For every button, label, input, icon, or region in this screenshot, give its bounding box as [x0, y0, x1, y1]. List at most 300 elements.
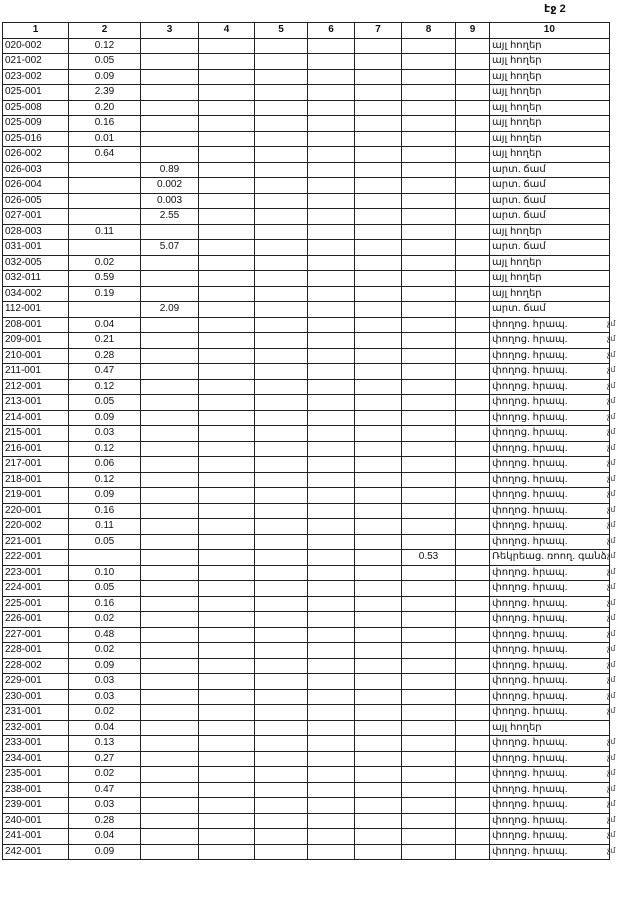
cell-col-4	[199, 782, 255, 798]
area-col-3	[141, 596, 199, 612]
cell-col-4	[199, 116, 255, 132]
cell-col-7	[355, 767, 402, 783]
land-type: փողոց. հրապ.	[490, 581, 610, 597]
cell-col-4	[199, 255, 255, 271]
cell-col-4	[199, 844, 255, 860]
cell-col-9	[456, 736, 490, 752]
table-row	[3, 565, 610, 581]
column-header-5: 5	[255, 23, 308, 39]
area-col-2: 0.19	[69, 286, 141, 302]
cell-col-7	[355, 844, 402, 860]
cell-col-9	[456, 147, 490, 163]
cell-col-7	[355, 116, 402, 132]
land-type: Ռեկրեաց. ռոող. գանձ	[490, 550, 610, 566]
parcel-code: 240-001	[3, 813, 69, 829]
cell-col-5	[255, 550, 308, 566]
cell-col-6	[308, 302, 355, 318]
cell-col-7	[355, 488, 402, 504]
cell-col-5	[255, 612, 308, 628]
cell-col-4	[199, 829, 255, 845]
table-row	[3, 100, 610, 116]
cell-col-7	[355, 503, 402, 519]
cell-col-6	[308, 581, 355, 597]
area-col-3	[141, 519, 199, 535]
cell-col-9	[456, 379, 490, 395]
cell-col-4	[199, 550, 255, 566]
cell-col-4	[199, 271, 255, 287]
area-col-3	[141, 38, 199, 54]
land-type: փողոց. հրապ.	[490, 472, 610, 488]
area-col-2: 0.03	[69, 689, 141, 705]
cell-col-9	[456, 457, 490, 473]
area-col-3	[141, 131, 199, 147]
cell-col-7	[355, 162, 402, 178]
land-type: արտ. ճամ	[490, 178, 610, 194]
cell-col-5	[255, 193, 308, 209]
cell-col-5	[255, 705, 308, 721]
cell-col-9	[456, 488, 490, 504]
table-row	[3, 178, 610, 194]
cell-col-6	[308, 736, 355, 752]
cell-col-6	[308, 240, 355, 256]
cell-col-5	[255, 54, 308, 70]
area-col-2: 0.64	[69, 147, 141, 163]
cell-col-7	[355, 302, 402, 318]
table-row	[3, 364, 610, 380]
land-type: այլ հողեր	[490, 38, 610, 54]
cell-col-4	[199, 333, 255, 349]
area-col-8	[402, 643, 456, 659]
cell-col-5	[255, 503, 308, 519]
cell-col-9	[456, 813, 490, 829]
table-row	[3, 116, 610, 132]
area-col-2: 0.12	[69, 38, 141, 54]
area-col-3	[141, 147, 199, 163]
column-header-8: 8	[402, 23, 456, 39]
table-row	[3, 844, 610, 860]
column-header-3: 3	[141, 23, 199, 39]
cell-col-9	[456, 286, 490, 302]
cell-col-9	[456, 100, 490, 116]
land-type: փողոց. հրապ.	[490, 612, 610, 628]
area-col-3: 2.09	[141, 302, 199, 318]
cell-col-5	[255, 674, 308, 690]
cell-col-6	[308, 209, 355, 225]
cell-col-6	[308, 441, 355, 457]
cell-col-7	[355, 596, 402, 612]
area-col-8	[402, 705, 456, 721]
cell-col-5	[255, 302, 308, 318]
table-row	[3, 69, 610, 85]
parcel-code: 220-002	[3, 519, 69, 535]
cell-col-7	[355, 829, 402, 845]
cell-col-6	[308, 147, 355, 163]
table-row	[3, 317, 610, 333]
area-col-2: 0.16	[69, 596, 141, 612]
column-header-10: 10	[490, 23, 610, 39]
parcel-code: 028-003	[3, 224, 69, 240]
cell-col-4	[199, 178, 255, 194]
cell-col-9	[456, 612, 490, 628]
cell-col-5	[255, 147, 308, 163]
row-side-mark: չմ	[607, 675, 616, 684]
cell-col-5	[255, 286, 308, 302]
table-row	[3, 658, 610, 674]
cell-col-6	[308, 488, 355, 504]
land-type: այլ հողեր	[490, 147, 610, 163]
land-type: փողոց. հրապ.	[490, 767, 610, 783]
area-col-8	[402, 54, 456, 70]
row-side-mark: չմ	[607, 613, 616, 622]
area-col-8	[402, 426, 456, 442]
land-type: այլ հողեր	[490, 720, 610, 736]
area-col-2: 0.12	[69, 441, 141, 457]
area-col-3	[141, 674, 199, 690]
land-type: փողոց. հրապ.	[490, 596, 610, 612]
area-col-8	[402, 85, 456, 101]
area-col-2: 0.04	[69, 317, 141, 333]
cell-col-7	[355, 782, 402, 798]
area-col-8	[402, 193, 456, 209]
cell-col-9	[456, 209, 490, 225]
land-type: փողոց. հրապ.	[490, 627, 610, 643]
area-col-8	[402, 844, 456, 860]
table-row	[3, 38, 610, 54]
cell-col-9	[456, 224, 490, 240]
table-row	[3, 472, 610, 488]
table-row	[3, 705, 610, 721]
cell-col-9	[456, 519, 490, 535]
area-col-3	[141, 767, 199, 783]
cell-col-7	[355, 193, 402, 209]
area-col-2: 0.03	[69, 426, 141, 442]
cell-col-6	[308, 85, 355, 101]
cell-col-6	[308, 689, 355, 705]
area-col-2	[69, 240, 141, 256]
cell-col-6	[308, 503, 355, 519]
area-col-3	[141, 751, 199, 767]
table-row	[3, 410, 610, 426]
land-type: փողոց. հրապ.	[490, 534, 610, 550]
area-col-2: 0.48	[69, 627, 141, 643]
cell-col-5	[255, 829, 308, 845]
cell-col-5	[255, 131, 308, 147]
area-col-8	[402, 720, 456, 736]
cell-col-7	[355, 643, 402, 659]
table-row	[3, 333, 610, 349]
row-side-mark: չմ	[607, 768, 616, 777]
area-col-8	[402, 364, 456, 380]
cell-col-5	[255, 271, 308, 287]
parcel-code: 026-003	[3, 162, 69, 178]
cell-col-5	[255, 317, 308, 333]
parcel-code: 213-001	[3, 395, 69, 411]
cell-col-5	[255, 426, 308, 442]
cell-col-5	[255, 364, 308, 380]
area-col-2	[69, 162, 141, 178]
parcel-code: 027-001	[3, 209, 69, 225]
cell-col-9	[456, 767, 490, 783]
row-side-mark: չմ	[607, 784, 616, 793]
area-col-3	[141, 689, 199, 705]
cell-col-5	[255, 643, 308, 659]
area-col-3	[141, 503, 199, 519]
cell-col-6	[308, 798, 355, 814]
row-side-mark: չմ	[607, 846, 616, 855]
area-col-8	[402, 581, 456, 597]
parcel-code: 238-001	[3, 782, 69, 798]
area-col-3: 0.89	[141, 162, 199, 178]
land-type: փողոց. հրապ.	[490, 519, 610, 535]
cell-col-5	[255, 658, 308, 674]
column-header-1: 1	[3, 23, 69, 39]
parcel-code: 212-001	[3, 379, 69, 395]
parcel-code: 234-001	[3, 751, 69, 767]
cell-col-4	[199, 131, 255, 147]
table-row	[3, 193, 610, 209]
land-type: փողոց. հրապ.	[490, 457, 610, 473]
area-col-2: 0.05	[69, 395, 141, 411]
cell-col-4	[199, 364, 255, 380]
row-side-mark: չմ	[607, 629, 616, 638]
table-row	[3, 85, 610, 101]
cell-col-7	[355, 457, 402, 473]
table-row	[3, 519, 610, 535]
row-side-mark: չմ	[607, 644, 616, 653]
area-col-3	[141, 472, 199, 488]
cell-col-7	[355, 627, 402, 643]
table-body	[3, 38, 610, 860]
cell-col-6	[308, 643, 355, 659]
cell-col-5	[255, 255, 308, 271]
cell-col-6	[308, 720, 355, 736]
area-col-8	[402, 596, 456, 612]
cell-col-9	[456, 426, 490, 442]
area-col-2: 0.09	[69, 410, 141, 426]
cell-col-4	[199, 54, 255, 70]
row-side-mark: չմ	[607, 830, 616, 839]
area-col-8	[402, 348, 456, 364]
cell-col-4	[199, 705, 255, 721]
cell-col-6	[308, 131, 355, 147]
table-row	[3, 457, 610, 473]
parcel-code: 218-001	[3, 472, 69, 488]
area-col-2: 0.02	[69, 643, 141, 659]
cell-col-4	[199, 209, 255, 225]
cell-col-5	[255, 720, 308, 736]
cell-col-5	[255, 689, 308, 705]
area-col-3	[141, 255, 199, 271]
row-side-mark: չմ	[607, 412, 616, 421]
cell-col-7	[355, 705, 402, 721]
area-col-3	[141, 54, 199, 70]
cell-col-9	[456, 54, 490, 70]
cell-col-6	[308, 116, 355, 132]
parcel-code: 222-001	[3, 550, 69, 566]
column-header-4: 4	[199, 23, 255, 39]
cell-col-7	[355, 379, 402, 395]
cell-col-5	[255, 565, 308, 581]
land-type: փողոց. հրապ.	[490, 689, 610, 705]
area-col-3	[141, 426, 199, 442]
area-col-3: 0.002	[141, 178, 199, 194]
cell-col-4	[199, 147, 255, 163]
row-side-mark: չմ	[607, 381, 616, 390]
cell-col-5	[255, 441, 308, 457]
parcel-code: 233-001	[3, 736, 69, 752]
cell-col-6	[308, 255, 355, 271]
row-side-mark: չմ	[607, 396, 616, 405]
parcel-code: 020-002	[3, 38, 69, 54]
area-col-3	[141, 488, 199, 504]
cell-col-6	[308, 829, 355, 845]
cell-col-9	[456, 534, 490, 550]
parcel-code: 025-008	[3, 100, 69, 116]
cell-col-5	[255, 596, 308, 612]
land-type: փողոց. հրապ.	[490, 751, 610, 767]
area-col-8: 0.53	[402, 550, 456, 566]
row-side-mark: չմ	[607, 443, 616, 452]
cell-col-5	[255, 534, 308, 550]
cell-col-7	[355, 85, 402, 101]
area-col-2: 0.16	[69, 116, 141, 132]
cell-col-4	[199, 565, 255, 581]
cell-col-7	[355, 612, 402, 628]
area-col-3	[141, 565, 199, 581]
area-col-3	[141, 100, 199, 116]
area-col-8	[402, 379, 456, 395]
cell-col-7	[355, 519, 402, 535]
area-col-8	[402, 178, 456, 194]
cell-col-9	[456, 550, 490, 566]
parcel-code: 215-001	[3, 426, 69, 442]
land-type: այլ հողեր	[490, 271, 610, 287]
land-type: փողոց. հրապ.	[490, 410, 610, 426]
cell-col-6	[308, 457, 355, 473]
area-col-8	[402, 116, 456, 132]
land-type: փողոց. հրապ.	[490, 379, 610, 395]
cell-col-5	[255, 69, 308, 85]
cell-col-5	[255, 813, 308, 829]
table-row	[3, 736, 610, 752]
cell-col-5	[255, 38, 308, 54]
table-row	[3, 627, 610, 643]
area-col-8	[402, 271, 456, 287]
area-col-3	[141, 441, 199, 457]
cell-col-6	[308, 658, 355, 674]
cell-col-6	[308, 317, 355, 333]
cell-col-6	[308, 534, 355, 550]
cell-col-7	[355, 565, 402, 581]
cell-col-9	[456, 116, 490, 132]
area-col-2: 0.04	[69, 720, 141, 736]
area-col-8	[402, 69, 456, 85]
cell-col-7	[355, 550, 402, 566]
cell-col-9	[456, 472, 490, 488]
table-row	[3, 612, 610, 628]
row-side-mark: չմ	[607, 753, 616, 762]
table-row	[3, 54, 610, 70]
row-side-mark: չմ	[607, 489, 616, 498]
cell-col-5	[255, 410, 308, 426]
land-type: փողոց. հրապ.	[490, 348, 610, 364]
area-col-2: 0.12	[69, 472, 141, 488]
parcel-code: 229-001	[3, 674, 69, 690]
cell-col-4	[199, 379, 255, 395]
cell-col-9	[456, 829, 490, 845]
row-side-mark: չմ	[607, 691, 616, 700]
cell-col-4	[199, 472, 255, 488]
area-col-3	[141, 286, 199, 302]
area-col-8	[402, 798, 456, 814]
area-col-2: 0.02	[69, 612, 141, 628]
cell-col-6	[308, 596, 355, 612]
cell-col-5	[255, 100, 308, 116]
area-col-3	[141, 658, 199, 674]
parcel-code: 224-001	[3, 581, 69, 597]
land-type: այլ հողեր	[490, 255, 610, 271]
cell-col-7	[355, 255, 402, 271]
parcel-code: 225-001	[3, 596, 69, 612]
cell-col-9	[456, 503, 490, 519]
land-type: այլ հողեր	[490, 116, 610, 132]
cell-col-7	[355, 178, 402, 194]
cell-col-5	[255, 488, 308, 504]
cell-col-6	[308, 844, 355, 860]
cell-col-5	[255, 178, 308, 194]
area-col-8	[402, 224, 456, 240]
table-row	[3, 209, 610, 225]
cell-col-4	[199, 85, 255, 101]
area-col-2: 0.59	[69, 271, 141, 287]
land-type: արտ. ճամ	[490, 162, 610, 178]
cell-col-4	[199, 720, 255, 736]
cell-col-4	[199, 69, 255, 85]
table-row	[3, 813, 610, 829]
cell-col-6	[308, 550, 355, 566]
area-col-8	[402, 751, 456, 767]
land-type: արտ. ճամ	[490, 240, 610, 256]
cell-col-9	[456, 131, 490, 147]
cell-col-5	[255, 519, 308, 535]
area-col-8	[402, 131, 456, 147]
parcel-code: 026-004	[3, 178, 69, 194]
cell-col-6	[308, 379, 355, 395]
table-row	[3, 131, 610, 147]
cell-col-7	[355, 720, 402, 736]
area-col-2: 0.06	[69, 457, 141, 473]
table-row	[3, 255, 610, 271]
parcel-code: 214-001	[3, 410, 69, 426]
parcel-code: 241-001	[3, 829, 69, 845]
table-row	[3, 643, 610, 659]
cell-col-6	[308, 224, 355, 240]
cell-col-5	[255, 333, 308, 349]
cell-col-4	[199, 798, 255, 814]
area-col-8	[402, 829, 456, 845]
area-col-8	[402, 627, 456, 643]
cell-col-4	[199, 488, 255, 504]
area-col-8	[402, 410, 456, 426]
parcel-code: 227-001	[3, 627, 69, 643]
table-row	[3, 302, 610, 318]
cell-col-9	[456, 240, 490, 256]
area-col-3	[141, 550, 199, 566]
area-col-2: 0.05	[69, 581, 141, 597]
row-side-mark: չմ	[607, 598, 616, 607]
parcel-code: 219-001	[3, 488, 69, 504]
area-col-2: 0.10	[69, 565, 141, 581]
